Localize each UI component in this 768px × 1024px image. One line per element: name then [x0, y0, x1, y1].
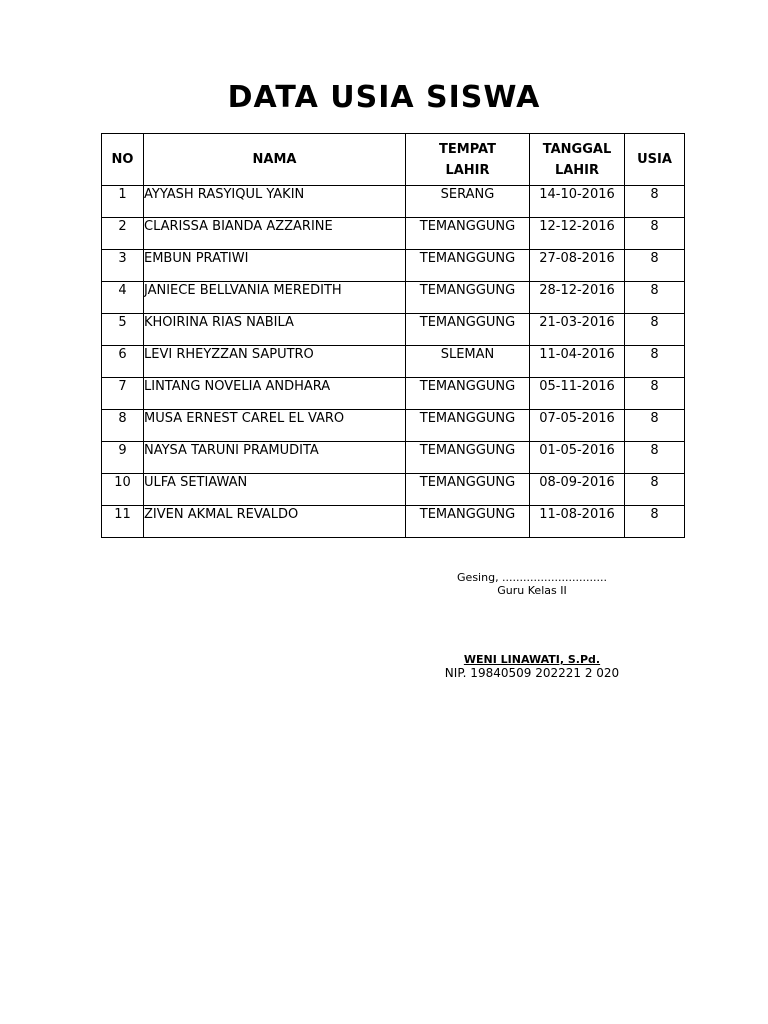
cell-tempat-lahir: TEMANGGUNG	[406, 314, 530, 346]
table-row	[102, 442, 685, 474]
cell-no: 8	[102, 410, 144, 442]
cell-nama: NAYSA TARUNI PRAMUDITA	[144, 442, 406, 474]
cell-tempat-lahir: SERANG	[406, 186, 530, 218]
cell-usia: 8	[625, 378, 685, 410]
table-header-row	[102, 134, 685, 186]
cell-no: 11	[102, 506, 144, 538]
header-no: NO	[102, 134, 144, 186]
cell-tanggal-lahir: 08-09-2016	[530, 474, 625, 506]
table-row	[102, 378, 685, 410]
table-row	[102, 314, 685, 346]
cell-tempat-lahir: TEMANGGUNG	[406, 410, 530, 442]
header-tempat-line1: TEMPAT	[439, 141, 496, 157]
cell-usia: 8	[625, 442, 685, 474]
cell-usia: 8	[625, 218, 685, 250]
header-nama: NAMA	[144, 134, 406, 186]
cell-tempat-lahir: TEMANGGUNG	[406, 218, 530, 250]
cell-tanggal-lahir: 05-11-2016	[530, 378, 625, 410]
cell-usia: 8	[625, 314, 685, 346]
cell-usia: 8	[625, 250, 685, 282]
student-age-table	[101, 133, 685, 538]
cell-usia: 8	[625, 410, 685, 442]
header-tempat-lahir	[406, 134, 530, 186]
header-tanggal-lahir	[530, 134, 625, 186]
cell-nama: MUSA ERNEST CAREL EL VARO	[144, 410, 406, 442]
header-tempat-line2: LAHIR	[445, 162, 490, 178]
signature-place-date: Gesing, ..............................	[457, 571, 607, 584]
cell-tanggal-lahir: 01-05-2016	[530, 442, 625, 474]
cell-tempat-lahir: TEMANGGUNG	[406, 250, 530, 282]
cell-nama: KHOIRINA RIAS NABILA	[144, 314, 406, 346]
cell-nama: LEVI RHEYZZAN SAPUTRO	[144, 346, 406, 378]
cell-nama: ULFA SETIAWAN	[144, 474, 406, 506]
cell-tempat-lahir: TEMANGGUNG	[406, 506, 530, 538]
cell-no: 1	[102, 186, 144, 218]
table-row	[102, 218, 685, 250]
cell-tanggal-lahir: 28-12-2016	[530, 282, 625, 314]
cell-tanggal-lahir: 11-08-2016	[530, 506, 625, 538]
cell-tempat-lahir: SLEMAN	[406, 346, 530, 378]
table-row	[102, 506, 685, 538]
signature-name: WENI LINAWATI, S.Pd.	[463, 653, 601, 666]
cell-no: 2	[102, 218, 144, 250]
cell-usia: 8	[625, 186, 685, 218]
cell-nama: CLARISSA BIANDA AZZARINE	[144, 218, 406, 250]
table-row	[102, 346, 685, 378]
cell-no: 9	[102, 442, 144, 474]
table-row	[102, 250, 685, 282]
cell-no: 6	[102, 346, 144, 378]
signature-nip: NIP. 19840509 202221 2 020	[444, 666, 620, 680]
cell-usia: 8	[625, 282, 685, 314]
cell-tanggal-lahir: 07-05-2016	[530, 410, 625, 442]
table-row	[102, 186, 685, 218]
cell-tanggal-lahir: 11-04-2016	[530, 346, 625, 378]
cell-no: 10	[102, 474, 144, 506]
cell-nama: LINTANG NOVELIA ANDHARA	[144, 378, 406, 410]
table-row	[102, 282, 685, 314]
cell-nama: ZIVEN AKMAL REVALDO	[144, 506, 406, 538]
cell-tanggal-lahir: 21-03-2016	[530, 314, 625, 346]
cell-nama: EMBUN PRATIWI	[144, 250, 406, 282]
header-tanggal-line1: TANGGAL	[542, 141, 612, 157]
cell-tempat-lahir: TEMANGGUNG	[406, 442, 530, 474]
cell-nama: AYYASH RASYIQUL YAKIN	[144, 186, 406, 218]
cell-no: 4	[102, 282, 144, 314]
cell-tanggal-lahir: 27-08-2016	[530, 250, 625, 282]
cell-usia: 8	[625, 346, 685, 378]
cell-no: 3	[102, 250, 144, 282]
cell-no: 7	[102, 378, 144, 410]
cell-usia: 8	[625, 506, 685, 538]
table-body	[102, 186, 685, 538]
cell-tempat-lahir: TEMANGGUNG	[406, 378, 530, 410]
cell-tanggal-lahir: 14-10-2016	[530, 186, 625, 218]
cell-tempat-lahir: TEMANGGUNG	[406, 474, 530, 506]
table-row	[102, 474, 685, 506]
cell-tanggal-lahir: 12-12-2016	[530, 218, 625, 250]
table-row	[102, 410, 685, 442]
cell-usia: 8	[625, 474, 685, 506]
page-title: DATA USIA SISWA	[227, 80, 541, 115]
cell-no: 5	[102, 314, 144, 346]
header-usia: USIA	[625, 134, 685, 186]
cell-nama: JANIECE BELLVANIA MEREDITH	[144, 282, 406, 314]
header-tanggal-line2: LAHIR	[554, 162, 600, 178]
cell-tempat-lahir: TEMANGGUNG	[406, 282, 530, 314]
signature-role: Guru Kelas II	[497, 584, 567, 597]
